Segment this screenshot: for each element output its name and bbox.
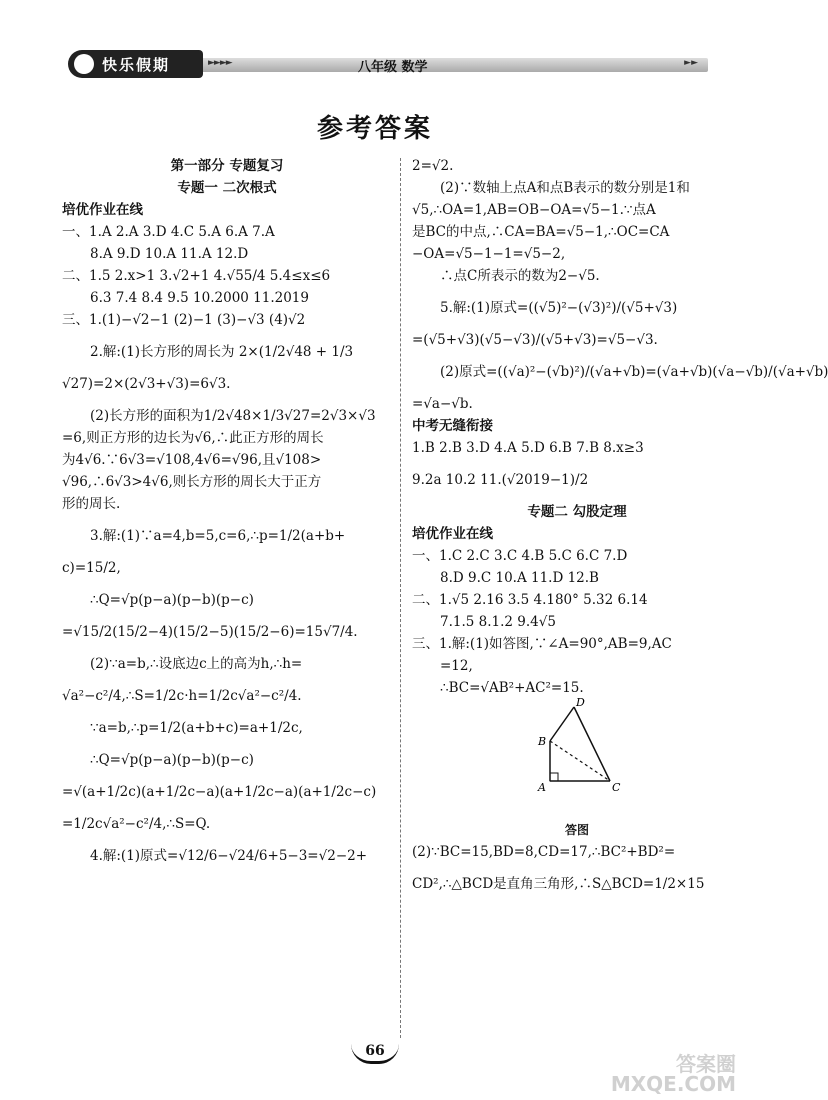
triangle-figure: [412, 696, 742, 819]
answer-line: 二、1.√5 2.16 3.5 4.180° 5.32 6.14: [412, 592, 648, 608]
answer-line: =√a−√b.: [412, 396, 473, 412]
answer-line: 形的周长.: [62, 496, 121, 512]
answer-line: (2)∵数轴上点A和点B表示的数分别是1和: [440, 180, 690, 196]
right-column: [412, 155, 828, 895]
header-deco-right: ►►: [684, 58, 698, 68]
answer-line: (2)原式=((√a)²−(√b)²)/(√a+√b)=(√a+√b)(√a−√b)/(√a+√b): [440, 364, 828, 380]
answer-line: 9.2a 10.2 11.(√2019−1)/2: [412, 472, 589, 488]
answer-line: =12,: [440, 658, 473, 674]
answer-line: 2=√2.: [412, 158, 454, 174]
page-title: 参考答案: [316, 114, 433, 144]
topic-heading: 专题一 二次根式: [177, 180, 277, 196]
answer-line: √a²−c²/4,∴S=1/2c·h=1/2c√a²−c²/4.: [62, 688, 302, 704]
header-badge: [68, 50, 203, 78]
left-column: [62, 155, 392, 867]
answer-line: 是BC的中点,∴CA=BA=√5−1,∴OC=CA: [412, 224, 670, 240]
section-heading: 中考无缝衔接: [412, 418, 493, 434]
answer-line: =(√5+√3)(√5−√3)/(√5+√3)=√5−√3.: [412, 332, 658, 348]
answer-line: 二、1.5 2.x>1 3.√2+1 4.√55/4 5.4≤x≤6: [62, 268, 331, 284]
answer-line: 为4√6.∵6√3=√108,4√6=√96,且√108>: [62, 452, 322, 468]
answer-line: 三、1.(1)−√2−1 (2)−1 (3)−√3 (4)√2: [62, 312, 306, 328]
answer-line: √5,∴OA=1,AB=OB−OA=√5−1.∵点A: [412, 202, 656, 218]
answer-line: 4.解:(1)原式=√12/6−√24/6+5−3=√2−2+: [90, 848, 368, 864]
section-heading: 培优作业在线: [412, 526, 493, 542]
topic-heading: 专题二 勾股定理: [527, 504, 627, 520]
header-deco-left: ►►►►: [208, 58, 232, 68]
triangle-diagram: [520, 696, 640, 799]
answer-line: 1.B 2.B 3.D 4.A 5.D 6.B 7.B 8.x≥3: [412, 440, 644, 456]
answer-line: ∴Q=√p(p−a)(p−b)(p−c): [90, 752, 254, 768]
answer-line: (2)∵BC=15,BD=8,CD=17,∴BC²+BD²=: [412, 844, 676, 860]
answer-line: 一、1.A 2.A 3.D 4.C 5.A 6.A 7.A: [62, 224, 275, 240]
answer-line: 5.解:(1)原式=((√5)²−(√3)²)/(√5+√3): [440, 300, 678, 316]
answer-line: =6,则正方形的边长为√6,∴此正方形的周长: [62, 430, 324, 446]
vertex-label-b: B: [538, 735, 547, 748]
vertex-label-a: A: [538, 781, 546, 794]
vertex-label-d: D: [576, 696, 585, 709]
answer-line: 8.D 9.C 10.A 11.D 12.B: [440, 570, 599, 586]
vertex-label-c: C: [612, 781, 621, 794]
figure-caption: 答图: [564, 823, 589, 837]
answer-line: 3.解:(1)∵a=4,b=5,c=6,∴p=1/2(a+b+: [90, 528, 346, 544]
answer-line: −OA=√5−1−1=√5−2,: [412, 246, 566, 262]
answer-line: 7.1.5 8.1.2 9.4√5: [440, 614, 556, 630]
answer-line: 2.解:(1)长方形的周长为 2×(1/2√48 + 1/3: [90, 344, 354, 360]
page-header: [68, 50, 708, 80]
watermark: [611, 1054, 736, 1094]
answer-line: ∴Q=√p(p−a)(p−b)(p−c): [90, 592, 254, 608]
answer-line: =√15/2(15/2−4)(15/2−5)(15/2−6)=15√7/4.: [62, 624, 358, 640]
answer-line: ∵a=b,∴p=1/2(a+b+c)=a+1/2c,: [90, 720, 303, 736]
page-number-text: 66: [351, 1041, 398, 1064]
answer-line: =1/2c√a²−c²/4,∴S=Q.: [62, 816, 211, 832]
answer-line: 8.A 9.D 10.A 11.A 12.D: [90, 246, 249, 262]
answer-line: (2)∵a=b,∴设底边c上的高为h,∴h=: [90, 656, 303, 672]
answer-line: 一、1.C 2.C 3.C 4.B 5.C 6.C 7.D: [412, 548, 628, 564]
answer-line: (2)长方形的面积为1/2√48×1/3√27=2√3×√3: [90, 408, 376, 424]
answer-line: 6.3 7.4 8.4 9.5 10.2000 11.2019: [90, 290, 309, 306]
column-divider: [400, 158, 401, 1038]
answer-line: ∴点C所表示的数为2−√5.: [440, 268, 600, 284]
answer-line: √96,∴6√3>4√6,则长方形的周长大于正方: [62, 474, 322, 490]
answer-line: CD²,∴△BCD是直角三角形,∴S△BCD=1/2×15: [412, 876, 705, 892]
watermark-url: MXQE.COM: [610, 1072, 736, 1096]
answer-line: ∴BC=√AB²+AC²=15.: [440, 680, 584, 696]
header-grade-subject: 八年级 数学: [358, 60, 428, 75]
watermark-title: 答案圈: [676, 1052, 736, 1076]
header-logo-text: 快乐假期: [102, 56, 171, 74]
logo-circle-icon: [74, 54, 94, 74]
answer-line: c)=15/2,: [62, 560, 121, 576]
answer-line: =√(a+1/2c)(a+1/2c−a)(a+1/2c−a)(a+1/2c−c): [62, 784, 377, 800]
part-heading: 第一部分 专题复习: [170, 158, 284, 174]
answer-line: √27)=2×(2√3+√3)=6√3.: [62, 376, 231, 392]
section-heading: 培优作业在线: [62, 202, 143, 218]
answer-line: 三、1.解:(1)如答图,∵∠A=90°,AB=9,AC: [412, 636, 672, 652]
